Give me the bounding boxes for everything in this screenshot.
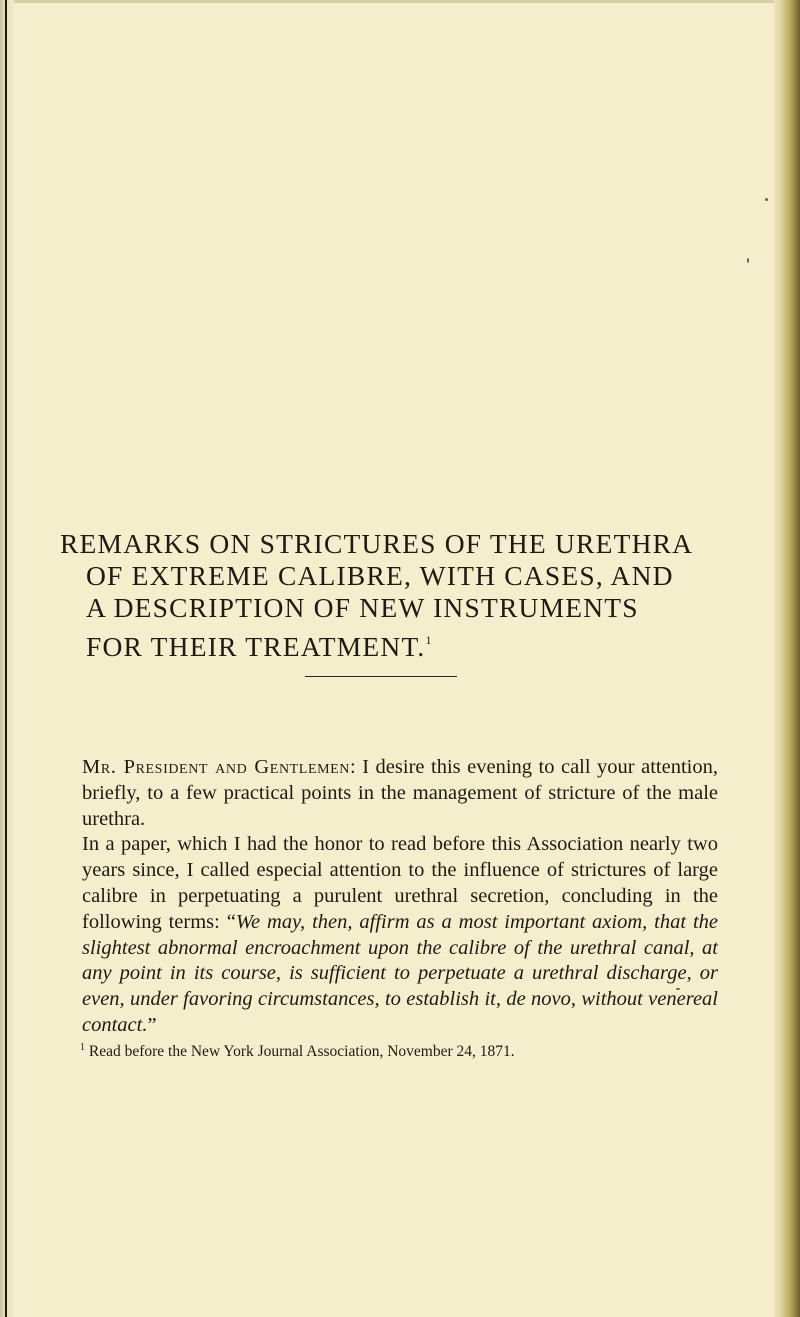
article-body (60, 755, 718, 1039)
title-line-4-text: FOR THEIR TREATMENT. (86, 631, 426, 662)
title-footnote-mark: 1 (425, 633, 432, 647)
binding-edge (0, 0, 14, 1317)
paper-speck (747, 258, 749, 263)
paragraph-1-text: : I desire this evening to call your attention, briefly, to a few practical points in the management of stricture of the male urethra. (82, 756, 718, 830)
footnote-text: Read before the New York Journal Association, November 24, 1871. (88, 1043, 515, 1060)
footnote-mark: 1 (80, 1042, 85, 1053)
footnote (80, 1038, 720, 1062)
paper-speck (765, 198, 768, 201)
page-right-edge (774, 0, 800, 1317)
title-line-1: REMARKS ON STRICTURES OF THE URETHRA (60, 528, 694, 559)
title-line-2: OF EXTREME CALIBRE, WITH CASES, AND (86, 560, 674, 591)
paragraph-2 (60, 832, 718, 1038)
article-title (60, 528, 700, 663)
paragraph-2-quote: We may, then, affirm as a most important axiom, that the slightest abnormal encroachment upon the calibre of the urethral canal, at any point in its course, is sufficient to perpetuate a urethral discharge, or even, under favoring circumstances, to establish it, de novo, without venereal contact. (82, 910, 718, 1036)
paragraph-2-text: In a paper, which I had the honor to read before this Association nearly two years since, I called especial attention to the influence of strictures of large calibre in perpetuating a purulent urethral secretion, concluding in the following terms: “ (82, 833, 718, 933)
salutation: Mr. President and Gentlemen (82, 756, 351, 778)
page-top-edge (0, 0, 800, 3)
paragraph-2-close: ” (147, 1013, 157, 1036)
title-line-3: A DESCRIPTION OF NEW INSTRUMENTS (86, 592, 639, 623)
section-rule (305, 676, 457, 677)
title-line-4 (60, 624, 700, 663)
paragraph-1 (60, 755, 718, 832)
binding-line (5, 0, 7, 1317)
